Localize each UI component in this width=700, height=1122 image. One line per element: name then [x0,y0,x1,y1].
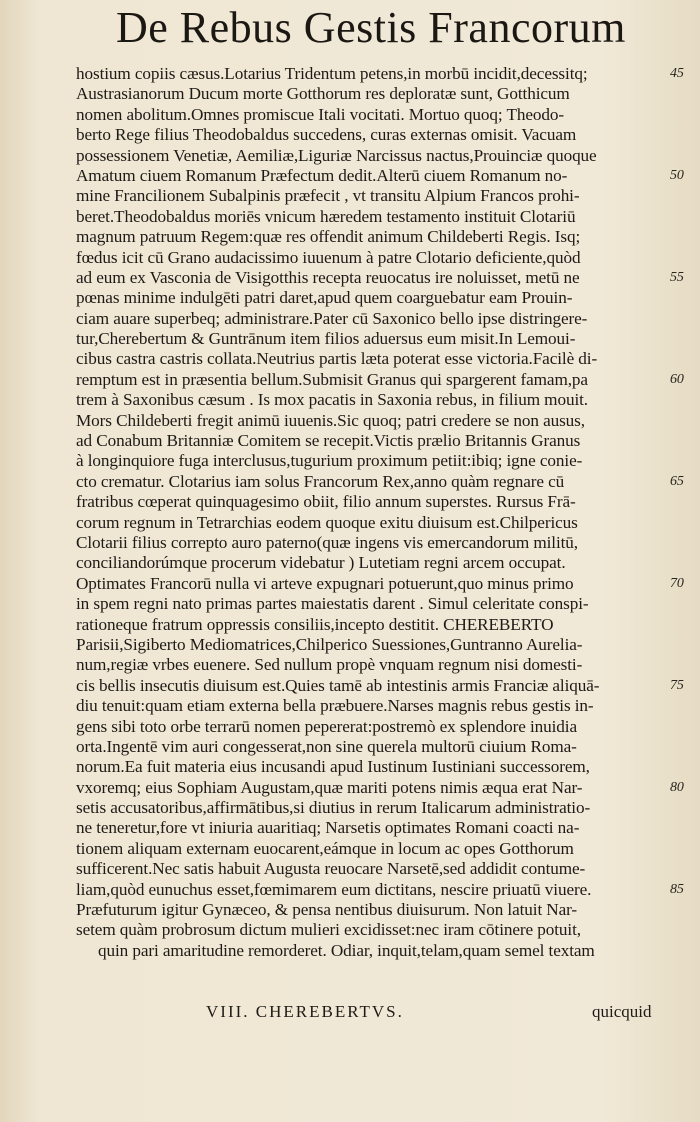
text-line [76,818,666,838]
text-line [76,675,684,696]
text-line [76,369,684,390]
text-line [76,737,666,757]
line-text: hostium copiis cæsus.Lotarius Tridentum petens,in morbū incidit,decessitq; [76,64,588,83]
text-line [76,492,666,512]
line-text: setem quàm probrosum dictum mulieri excidisset:nec iram cōtinere potuit, [76,920,581,940]
line-number: 50 [670,167,684,183]
line-text: tionem aliquam externam euocarent,eámque in locum ac opes Gotthorum [76,838,574,858]
line-text: cto crematur. Clotarius iam solus Francorum Rex,anno quàm regnare cū [76,471,565,491]
text-line [76,655,666,675]
line-text: fœdus icit cū Grano audacissimo iuuenum à patre Clotario deficiente,quòd [76,247,581,267]
line-text: mine Francilionem Subalpinis præfecit , vt transitu Alpium Francos prohi- [76,186,580,206]
line-text: num,regiæ vrbes euenere. Sed nullum propè vnquam regnum nisi domesti- [76,655,583,675]
text-line [76,533,666,553]
text-line [76,267,684,288]
text-line [76,513,666,533]
line-text: gens sibi toto orbe terrarū nomen pepererat:postremò ex splendore inuidia [76,716,578,736]
signature-mark: VIII. CHEREBERTVS. [206,1002,404,1021]
line-text: à longinquiore fuga interclusus,tugurium proximum petiit:ibiq; igne conie- [76,451,583,471]
line-text: liam,quòd eunuchus esset,fœmimarem eum dictitans, nescire priuatū viuere. [76,879,592,899]
text-line [76,553,666,573]
line-text: remptum est in præsentia bellum.Submisit Granus qui spargerent famam,pa [76,369,588,389]
text-line [76,84,666,104]
text-line [76,288,666,308]
line-text: Amatum ciuem Romanum Præfectum dedit.Alterū ciuem Romanum no- [76,165,568,185]
line-text: ne teneretur,fore vt iniuria auaritiaq; Narsetis optimates Romani coacti na- [76,818,580,838]
text-line [76,635,666,655]
line-number: 65 [670,473,684,489]
text-line [76,451,666,471]
line-text: cibus castra castris collata.Neutrius partis læta poterat esse victoria.Facilè di- [76,349,598,369]
text-line [76,227,666,247]
line-text: norum.Ea fuit materia eius incusandi apud Iustinum Iustiniani successorem, [76,757,590,777]
text-line [76,717,666,737]
line-text: in spem regni nato primas partes maiestatis darent . Simul celeritate conspi- [76,594,589,614]
line-text: Optimates Francorū nulla vi arteve expugnari potuerunt,quo minus primo [76,573,574,593]
line-text: setis accusatoribus,affirmātibus,si diutius in rerum Italicarum administratio- [76,798,591,818]
text-line [76,798,666,818]
line-text: beret.Theodobaldus moriēs vnicum hæredem testamento instituit Clotariū [76,206,576,226]
body-text [76,64,684,961]
line-text: fratribus cœperat quinquagesimo obiit, filio annum superstes. Rursus Frā- [76,492,576,512]
text-line [76,900,666,920]
line-text: orta.Ingentē vim auri congesserat,non sine querela multorū ciuium Roma- [76,736,577,756]
text-line [76,615,666,635]
line-text: pœnas minime indulgēti patri daret,apud quem coarguebatur eam Prouin- [76,288,573,308]
running-head: De Rebus Gestis Francorum [116,3,626,52]
text-line [76,431,666,451]
text-line [76,349,666,369]
line-text: cis bellis insecutis diuisum est.Quies tamē ab intestinis armis Franciæ aliquā- [76,675,600,695]
text-line [76,920,666,940]
text-line [76,879,684,900]
line-number: 85 [670,881,684,897]
page-footer [76,1002,666,1024]
line-number: 60 [670,371,684,387]
line-text: berto Rege filius Theodobaldus succedens, curas externas omisit. Vacuam [76,125,577,145]
line-number: 45 [670,66,684,81]
line-text: quin pari amaritudine remorderet. Odiar, inquit,telam,quam semel textam [98,940,595,960]
text-line [76,165,684,186]
text-line [76,777,684,798]
text-line [76,757,666,777]
line-text: Præfuturum igitur Gynæceo, & pensa nentibus diuisurum. Non latuit Nar- [76,900,578,920]
line-text: Clotarii filius correpto auro paterno(quæ ingens vis emercandorum militū, [76,532,578,552]
line-text: corum regnum in Tetrarchias eodem quoque exitu diuisum est.Chilpericus [76,512,578,532]
text-line [76,248,666,268]
text-line [76,64,684,84]
line-number: 70 [670,575,684,591]
line-number: 80 [670,779,684,795]
line-text: rationeque fratrum oppressis consiliis,incepto destitit. CHEREBERTO [76,614,554,634]
line-text: sufficerent.Nec satis habuit Augusta reuocare Narsetē,sed addidit contume- [76,859,586,879]
line-text: ciam auare superbeq; administrare.Pater cū Saxonico bello ipse distringere- [76,308,588,328]
text-line [76,390,666,410]
line-text: tur,Cherebertum & Guntrānum item filios aduersus eum misit.In Lemoui- [76,329,576,349]
line-text: vxoremq; eius Sophiam Augustam,quæ mariti potens nimis æqua erat Nar- [76,777,583,797]
text-line [76,594,666,614]
text-line [76,207,666,227]
line-text: Austrasianorum Ducum morte Gotthorum res deploratæ sunt, Gotthicum [76,84,570,104]
line-text: possessionem Venetiæ, Aemiliæ,Liguriæ Narcissus nactus,Prouinciæ quoque [76,145,597,165]
line-text: diu tenuit:quam etiam externa bella præbuere.Narses magnis rebus gestis in- [76,696,594,716]
line-text: nomen abolitum.Omnes promiscue Itali vocitati. Mortuo quoq; Theodo- [76,104,564,124]
text-line [76,105,666,125]
line-text: trem à Saxonibus cæsum . Is mox pacatis in Saxonia rebus, in filium mouit. [76,390,588,410]
text-line [76,329,666,349]
line-text: conciliandorúmque procerum videbatur ) Lutetiam regni arcem occupat. [76,553,566,573]
text-line [76,573,684,594]
text-line [76,125,666,145]
text-line [76,696,666,716]
line-text: Parisii,Sigiberto Mediomatrices,Chilperico Suessiones,Guntranno Aurelia- [76,634,583,654]
line-number: 55 [670,269,684,285]
text-line [76,941,666,961]
line-text: ad Conabum Britanniæ Comitem se recepit.Victis prælio Britannis Granus [76,431,581,451]
text-line [76,186,666,206]
text-line [76,309,666,329]
text-line [76,146,666,166]
text-line [76,839,666,859]
text-line [76,859,666,879]
text-line [76,471,684,492]
line-text: Mors Childeberti fregit animū iuuenis.Sic quoq; patri credere se non ausus, [76,410,585,430]
line-number: 75 [670,677,684,693]
line-text: magnum patruum Regem:quæ res offendit animum Childeberti Regis. Isq; [76,227,581,247]
text-line [76,411,666,431]
catchword: quicquid [592,1002,652,1021]
line-text: ad eum ex Vasconia de Visigotthis recepta reuocatus ire noluisset, metū ne [76,267,580,287]
